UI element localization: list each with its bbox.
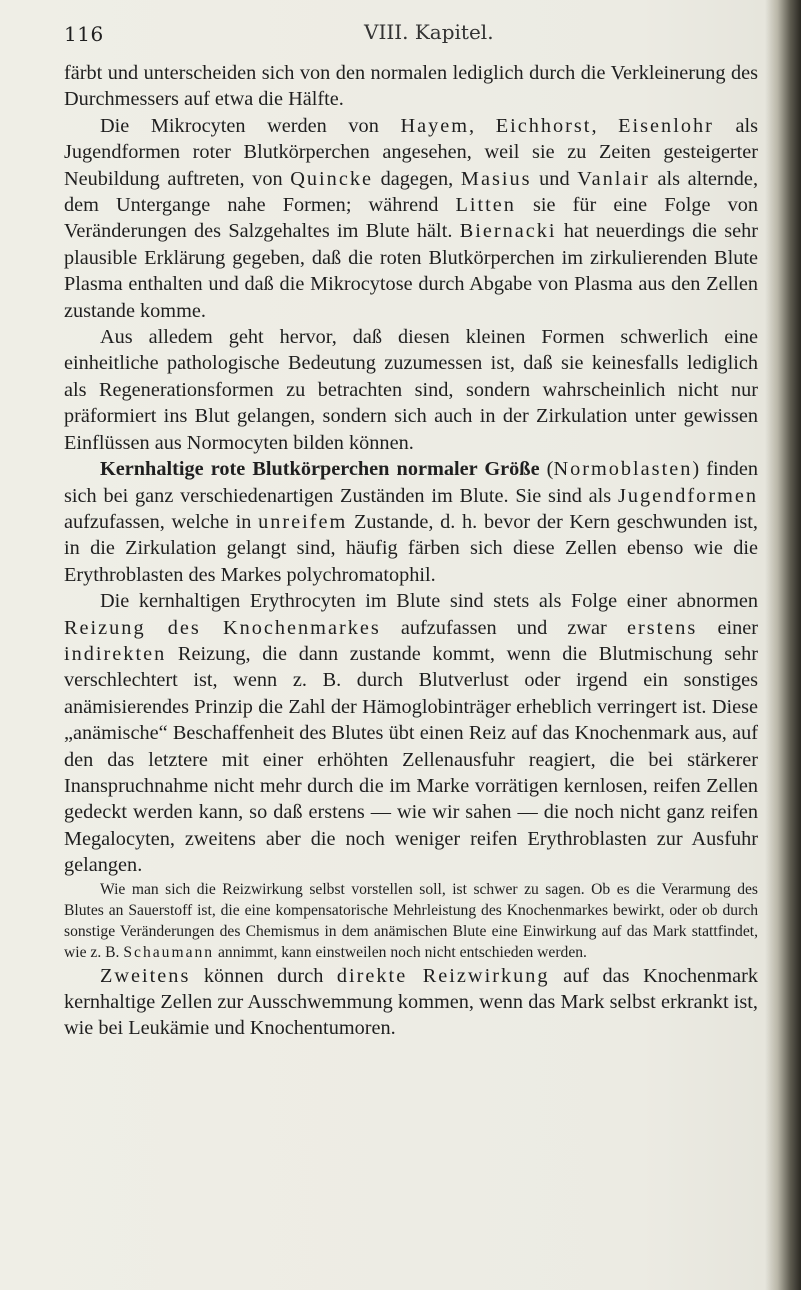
term: direkte Reizwirkung [336, 964, 550, 987]
running-head: VIII. Kapitel. [364, 20, 494, 44]
page-edge-shadow [765, 0, 801, 1290]
term: Jugendformen [617, 484, 758, 507]
term: Normoblasten [553, 458, 693, 481]
paragraph-1: färbt und unterscheiden sich von den normalen lediglich durch die Verkleinerung des Durchmessers auf etwa die Hälfte. [64, 62, 758, 111]
author-name: Quincke [290, 167, 373, 190]
paragraph-conclusion: Aus alledem geht hervor, daß diesen kleinen Formen schwerlich eine einheitliche pathologische Bedeutung zuzumessen ist, daß sie keinesfalls lediglich als Regenerationsformen zu betrachten sind, sondern wahrscheinlich nicht nur präformiert ins Blut gelangen, sondern sich auch in der Zirkulation unter gewissen Einflüssen aus Normocyten bilden können. [64, 326, 758, 454]
paragraph-mikrocyten: Die Mikrocyten werden von Hayem, Eichhorst, Eisenlohr als Jugendformen roter Blutkörperchen angesehen, weil sie zu Zeiten gesteigerter Neubildung auftreten, von Quincke dagegen, Masius und Vanlair als alternde, dem Untergange nahe Formen; während Litten sie für eine Folge von Veränderungen des Salzgehaltes im Blute hält. Biernacki hat neuerdings die sehr plausible Erklärung gegeben, daß die roten Blutkörperchen im zirkulierenden Blute Plasma enthalten und daß die Mikrocytose durch Abgabe von Plasma aus den Zellen zustande komme. [64, 114, 759, 322]
author-name: Eichhorst [495, 114, 592, 137]
author-name: Masius [460, 167, 532, 190]
author-name: Vanlair [577, 167, 650, 190]
paragraph-reizung: Die kernhaltigen Erythrocyten im Blute sind stets als Folge einer abnormen Reizung des Knochenmarkes aufzufassen und zwar erstens einer indirekten Reizung, die dann zustande kommt, wenn die Blutmischung sehr verschlechtert ist, wenn z. B. durch Blutverlust oder irgend ein sonstiges anämisierendes Prinzip die Zahl der Hämoglobinträger erheblich verringert ist. Diese „anämische“ Beschaffenheit des Blutes übt einen Reiz auf das Knochenmark aus, auf den das letztere mit einer erhöhten Zellenausfuhr reagiert, die bei stärkerer Inanspruchnahme nicht mehr durch die im Marke vorrätigen kernlosen, reifen Zellen gedeckt werden kann, so daß erstens — wie wir sahen — die noch nicht ganz reifen Megalocyten, zweitens aber die noch weniger reifen Erythroblasten zur Ausfuhr gelangen. [64, 590, 758, 877]
author-name: Hayem [400, 114, 470, 137]
term: Zweitens [100, 964, 191, 987]
author-name: Schaumann [123, 943, 215, 961]
author-name: Litten [455, 194, 516, 217]
author-name: Eisenlohr [618, 114, 714, 137]
term: erstens [626, 616, 698, 639]
paragraph-zweitens: Zweitens können durch direkte Reizwirkung auf das Knochenmark kernhaltige Zellen zur Ausschwemmung kommen, wenn das Mark selbst erkrankt ist, wie bei Leukämie und Knochentumoren. [64, 964, 758, 1040]
section-heading: Kernhaltige rote Blutkörperchen normaler Größe [100, 458, 540, 481]
page-number: 116 [64, 22, 104, 46]
term: indirekten [64, 642, 167, 665]
paragraph-normoblasten: Kernhaltige rote Blutkörperchen normaler Größe (Normoblasten) finden sich bei ganz verschiedenartigen Zuständen im Blute. Sie sind als Jugendformen aufzufassen, welche in unreifem Zustande, d. h. bevor der Kern geschwunden ist, in die Zirkulation gelangt sind, häufig färben sich diese Zellen ebenso wie die Erythroblasten des Markes polychromatophil. [64, 458, 759, 586]
author-name: Biernacki [459, 220, 557, 243]
term: Reizung des Knochenmarkes [64, 616, 381, 639]
term: unreifem [258, 510, 348, 533]
small-print-note: Wie man sich die Reizwirkung selbst vorstellen soll, ist schwer zu sagen. Ob es die Verarmung des Blutes an Sauerstoff ist, die eine kompensatorische Mehrleistung des Knochenmarkes bewirkt, oder ob durch sonstige Veränderungen des Chemismus in dem anämischen Blute eine Einwirkung auf das Mark stattfindet, wie z. B. Schaumann annimmt, kann einstweilen noch nicht entschieden werden. [64, 880, 758, 961]
page-header [64, 18, 754, 54]
body-text [64, 60, 758, 1042]
